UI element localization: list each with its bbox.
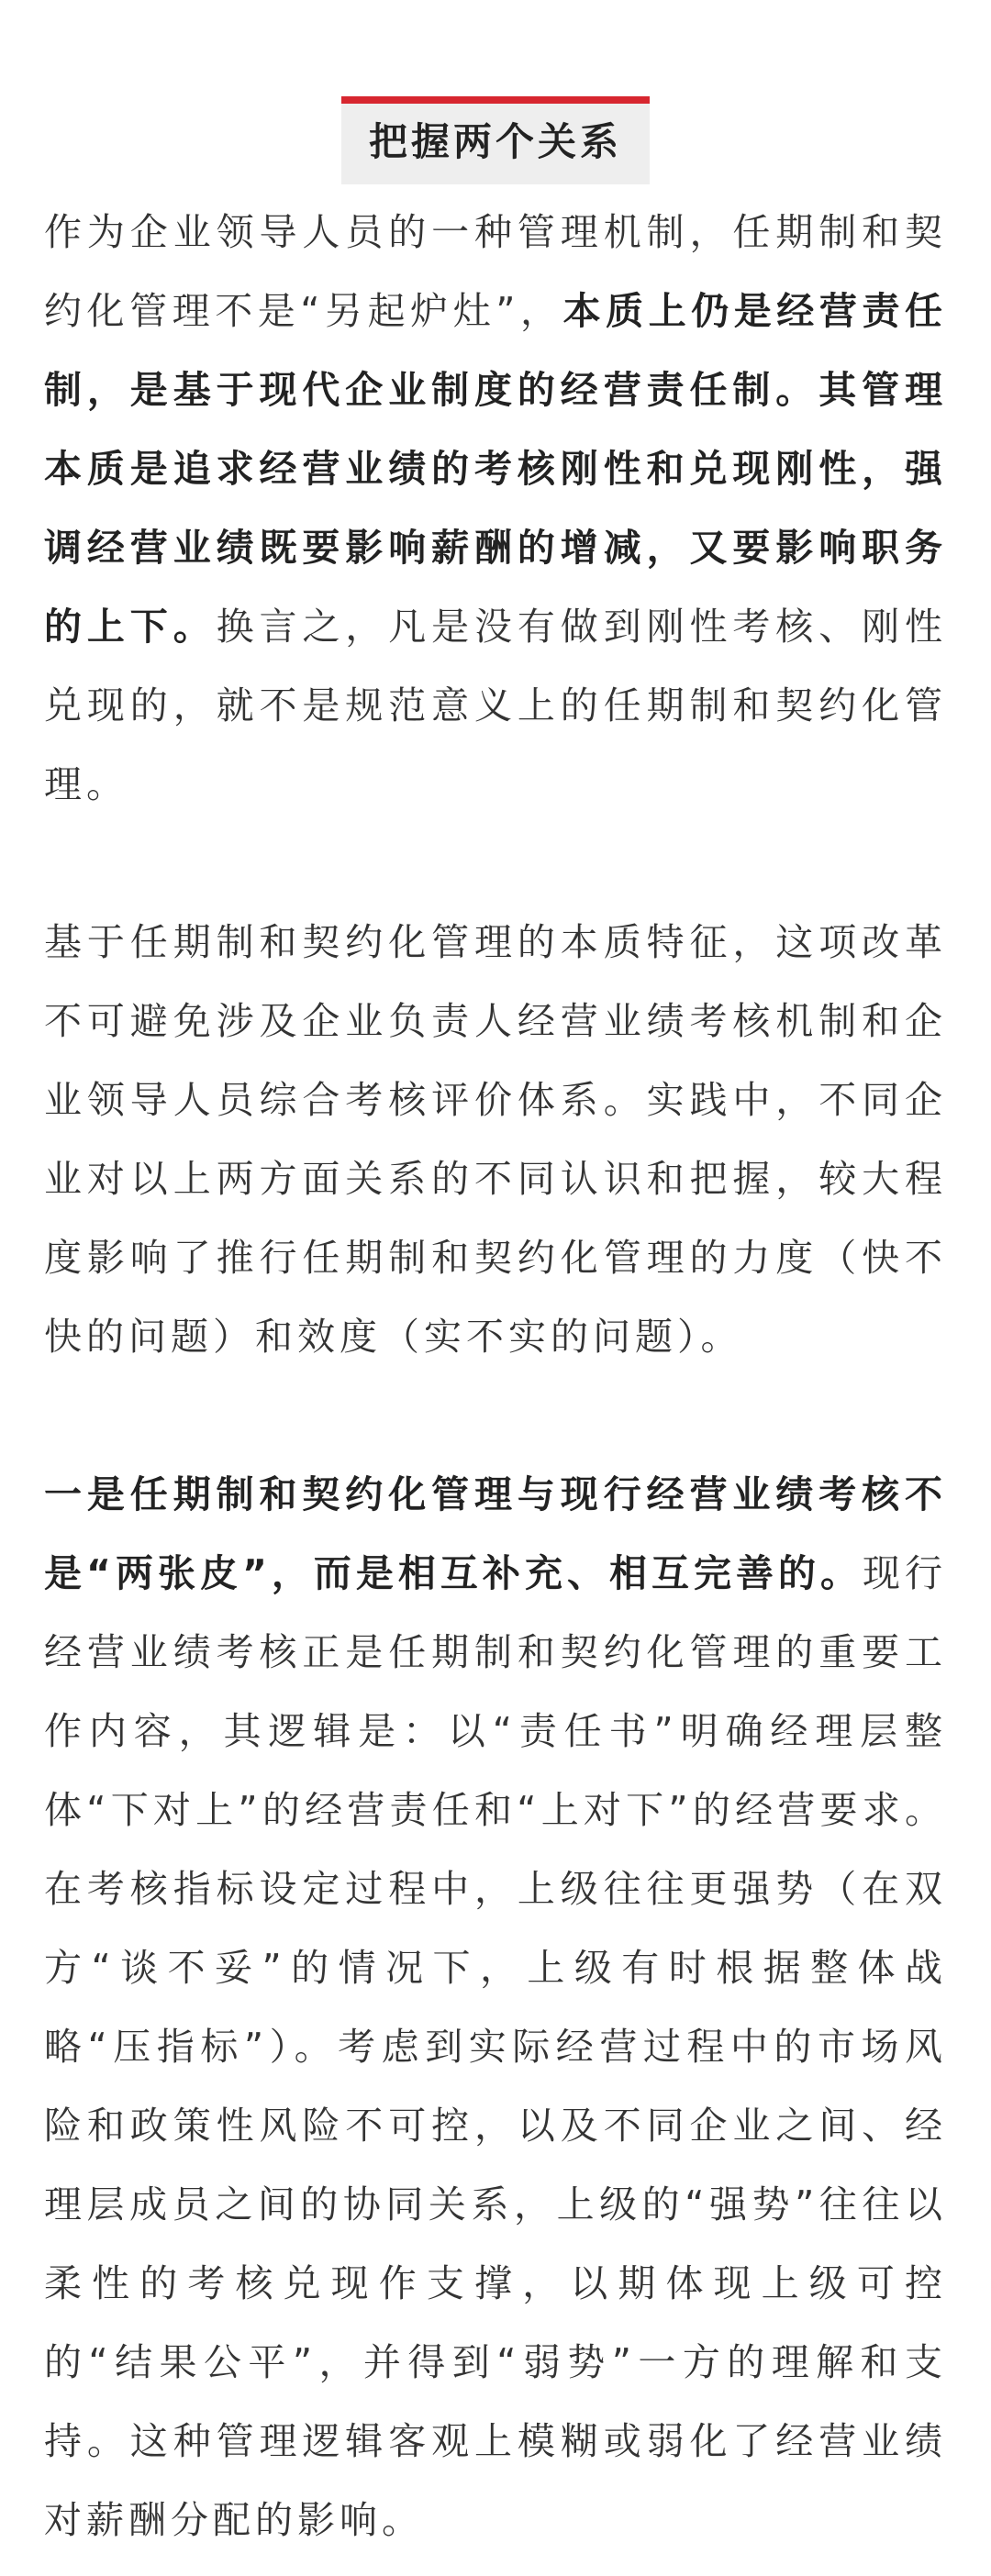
paragraph-1-text-b: 换言之，凡是没有做到刚性考核、刚性兑现的，就不是规范意义上的任期制和契约化管理。 (44, 605, 948, 806)
paragraph-3-text: 现行经营业绩考核正是任期制和契约化管理的重要工作内容，其逻辑是：以“责任书”明确经理层整体“下对上”的经营责任和“上对下”的经营要求。在考核指标设定过程中，上级往往更强势（在双方“谈不妥”的情况下，上级有时根据整体战略“压指标”）。考虑到实际经营过程中的市场风险和政策性风险不可控，以及不同企业之间、经理层成员之间的协同关系，上级的“强势”往往以柔性的考核兑现作支撑，以期体现上级可控的“结果公平”，并得到“弱势”一方的理解和支持。这种管理逻辑客观上模糊或弱化了经营业绩对薪酬分配的影响。 (44, 1551, 947, 2542)
paragraph-2 (44, 903, 947, 1376)
paragraph-spacer (44, 1376, 947, 1455)
paragraph-spacer (44, 824, 947, 903)
article-body (44, 193, 947, 2559)
paragraph-1-bold: 本质上仍是经营责任制，是基于现代企业制度的经营责任制。其管理本质是追求经营业绩的考核刚性和兑现刚性，强调经营业绩既要影响薪酬的增减，又要影响职务的上下。 (44, 289, 947, 649)
paragraph-3 (44, 1455, 947, 2559)
paragraph-3-bold: 一是任期制和契约化管理与现行经营业绩考核不是“两张皮”，而是相互补充、相互完善的。 (44, 1472, 947, 1595)
paragraph-1-text-a: 作为企业领导人员的一种管理机制，任期制和契约化管理不是“另起炉灶”， (44, 210, 947, 333)
section-heading-wrap (0, 96, 991, 184)
section-heading: 把握两个关系 (341, 96, 650, 184)
paragraph-1 (44, 193, 947, 824)
paragraph-2-text: 基于任期制和契约化管理的本质特征，这项改革不可避免涉及企业负责人经营业绩考核机制和企业领导人员综合考核评价体系。实践中，不同企业对以上两方面关系的不同认识和把握，较大程度影响了推行任期制和契约化管理的力度（快不快的问题）和效度（实不实的问题）。 (44, 920, 947, 1359)
